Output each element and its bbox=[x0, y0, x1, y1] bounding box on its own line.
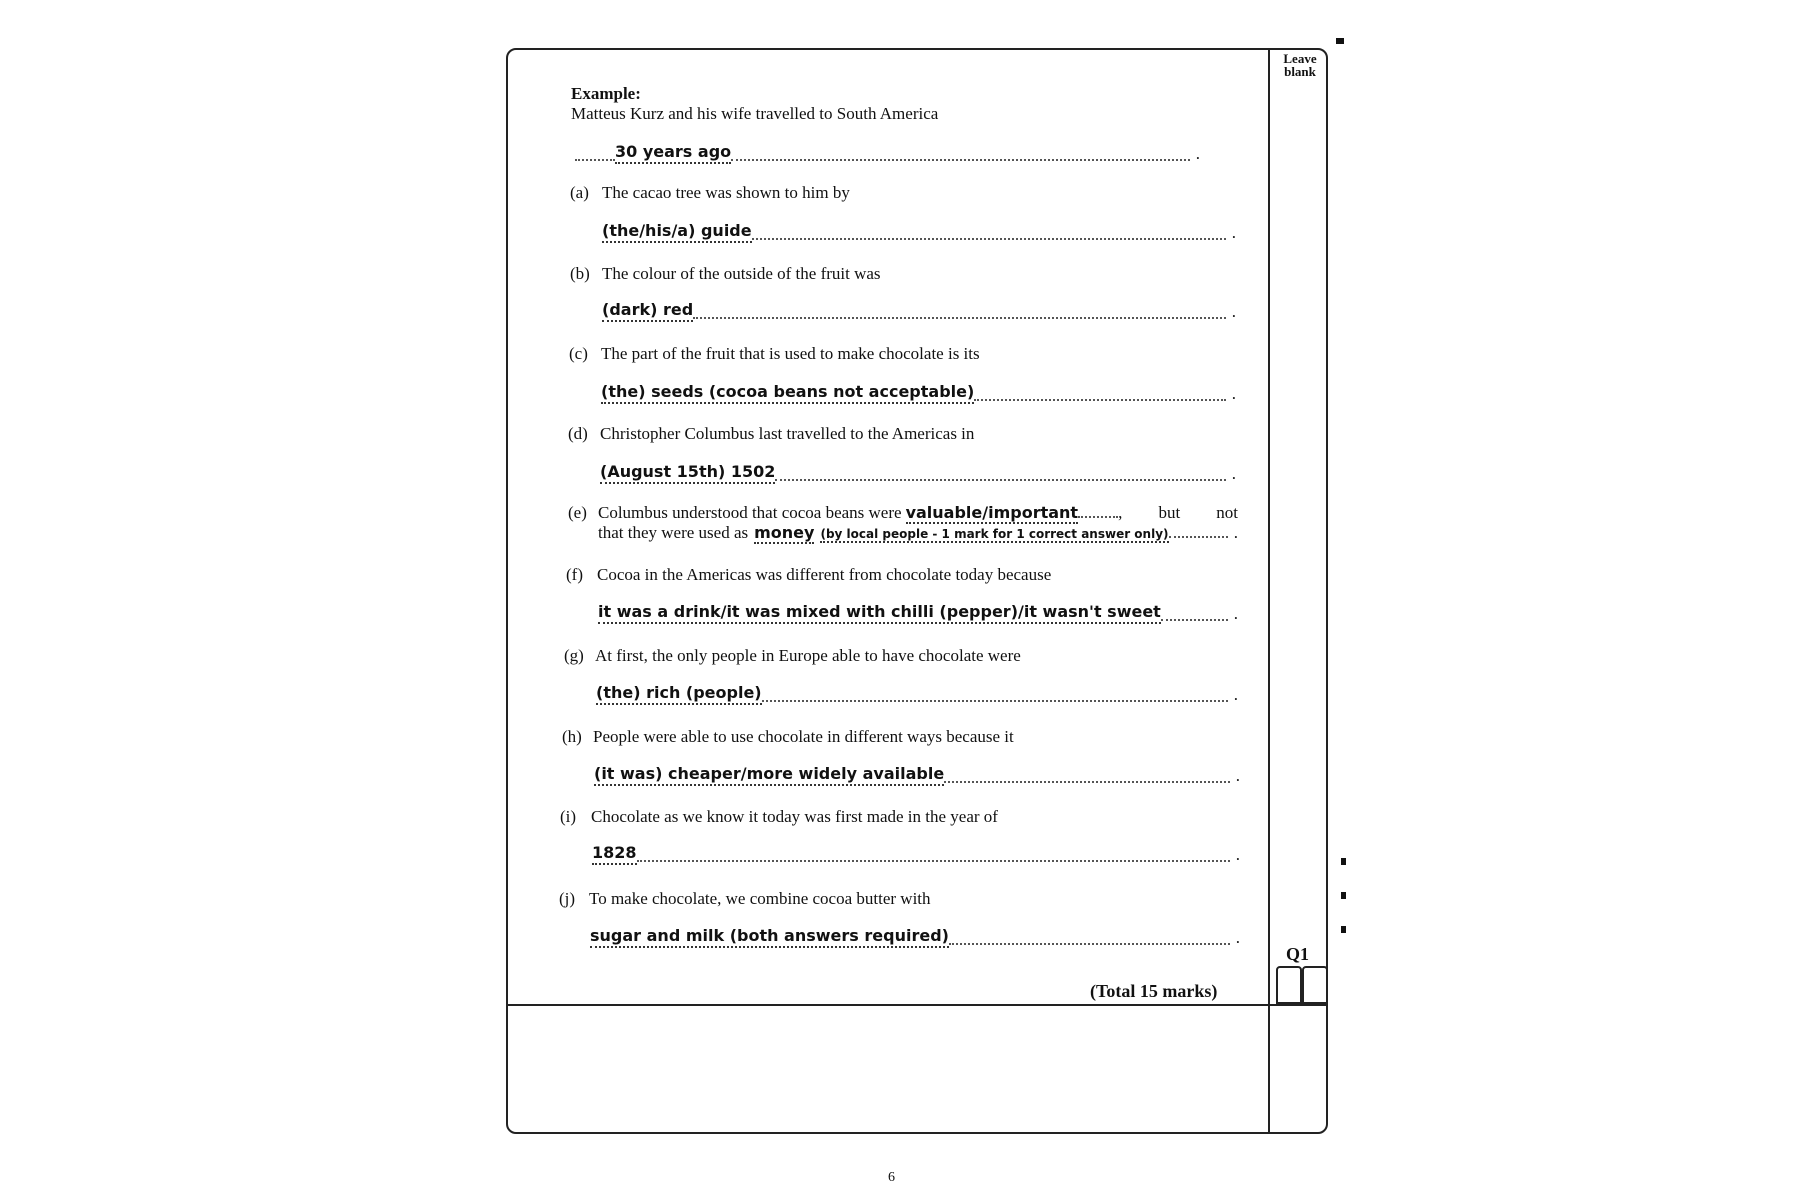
example-heading: Example: bbox=[571, 84, 641, 103]
section-divider bbox=[506, 1004, 1328, 1006]
answer-line bbox=[601, 380, 1236, 404]
answer-text: sugar and milk (both answers required) bbox=[590, 926, 949, 948]
example-answer: 30 years ago bbox=[615, 142, 731, 164]
line-end: . bbox=[1233, 604, 1238, 623]
question-label: (c) bbox=[569, 344, 588, 363]
question-prompt: Cocoa in the Americas was different from chocolate today because bbox=[597, 565, 1052, 584]
question-prompt-e-line2 bbox=[598, 523, 1238, 544]
scan-mark bbox=[1341, 926, 1346, 933]
question-label: (j) bbox=[559, 889, 576, 908]
line-end: . bbox=[1195, 144, 1200, 163]
line-end: . bbox=[1231, 384, 1236, 403]
answer-text: it was a drink/it was mixed with chilli (pepper)/it wasn't sweet bbox=[598, 602, 1161, 624]
page-number: 6 bbox=[888, 1170, 895, 1185]
example-prompt: Matteus Kurz and his wife travelled to South America bbox=[571, 104, 939, 123]
line-end: . bbox=[1231, 464, 1236, 483]
question-label: (f) bbox=[566, 565, 583, 584]
question-label: (a) bbox=[570, 183, 589, 202]
question-id: Q1 bbox=[1286, 944, 1310, 964]
prompt-part: Columbus understood that cocoa beans were bbox=[598, 503, 902, 522]
answer-text: (the/his/a) guide bbox=[602, 221, 752, 243]
answer-note: (by local people - 1 mark for 1 correct answer only) bbox=[820, 527, 1169, 541]
question-prompt: Christopher Columbus last travelled to the Americas in bbox=[600, 424, 975, 443]
question-prompt: The colour of the outside of the fruit was bbox=[602, 264, 881, 283]
question-label: (d) bbox=[568, 424, 588, 443]
question-prompt: People were able to use chocolate in different ways because it bbox=[593, 727, 1014, 746]
total-marks: (Total 15 marks) bbox=[1090, 981, 1218, 1001]
question-prompt: At first, the only people in Europe able to have chocolate were bbox=[595, 646, 1021, 665]
answer-text: valuable/important bbox=[905, 503, 1079, 522]
answer-text: (the) rich (people) bbox=[596, 683, 762, 705]
answer-text: (it was) cheaper/more widely available bbox=[594, 764, 944, 786]
answer-line bbox=[602, 298, 1236, 322]
answer-frame bbox=[506, 48, 1328, 1134]
answer-text: money bbox=[754, 523, 815, 542]
question-label: (h) bbox=[562, 727, 582, 746]
answer-line bbox=[594, 762, 1240, 786]
prompt-part: , but not bbox=[1118, 503, 1238, 522]
answer-line bbox=[596, 681, 1238, 705]
answer-text: 1828 bbox=[592, 843, 637, 865]
example-answer-line bbox=[575, 140, 1200, 164]
scan-mark bbox=[1341, 892, 1346, 899]
line-end: . bbox=[1231, 302, 1236, 321]
answer-line bbox=[602, 219, 1236, 243]
question-label: (b) bbox=[570, 264, 590, 283]
answer-text: (the) seeds (cocoa beans not acceptable) bbox=[601, 382, 974, 404]
line-end: . bbox=[1233, 523, 1238, 542]
leave-blank-label: Leave blank bbox=[1283, 51, 1317, 79]
answer-line bbox=[590, 924, 1240, 948]
line-end: . bbox=[1235, 766, 1240, 785]
line-end: . bbox=[1235, 928, 1240, 947]
answer-text: (August 15th) 1502 bbox=[600, 462, 775, 484]
mark-box-2 bbox=[1302, 966, 1328, 1004]
answer-line bbox=[598, 600, 1238, 624]
answer-line bbox=[600, 460, 1236, 484]
question-prompt: The part of the fruit that is used to make chocolate is its bbox=[601, 344, 980, 363]
scan-mark bbox=[1341, 858, 1346, 865]
scan-mark bbox=[1336, 38, 1344, 44]
question-label: (i) bbox=[560, 807, 577, 826]
question-prompt-e-line1 bbox=[598, 503, 1238, 524]
leave-blank-divider bbox=[1268, 48, 1270, 1134]
question-prompt: To make chocolate, we combine cocoa butter with bbox=[589, 889, 931, 908]
question-prompt: The cacao tree was shown to him by bbox=[602, 183, 850, 202]
answer-line bbox=[592, 841, 1240, 865]
line-end: . bbox=[1235, 845, 1240, 864]
answer-text: (dark) red bbox=[602, 300, 693, 322]
line-end: . bbox=[1231, 223, 1236, 242]
line-end: . bbox=[1233, 685, 1238, 704]
mark-box-1 bbox=[1276, 966, 1302, 1004]
question-label: (g) bbox=[564, 646, 584, 665]
prompt-part: that they were used as bbox=[598, 523, 749, 542]
question-label: (e) bbox=[568, 503, 587, 522]
question-prompt: Chocolate as we know it today was first made in the year of bbox=[591, 807, 998, 826]
